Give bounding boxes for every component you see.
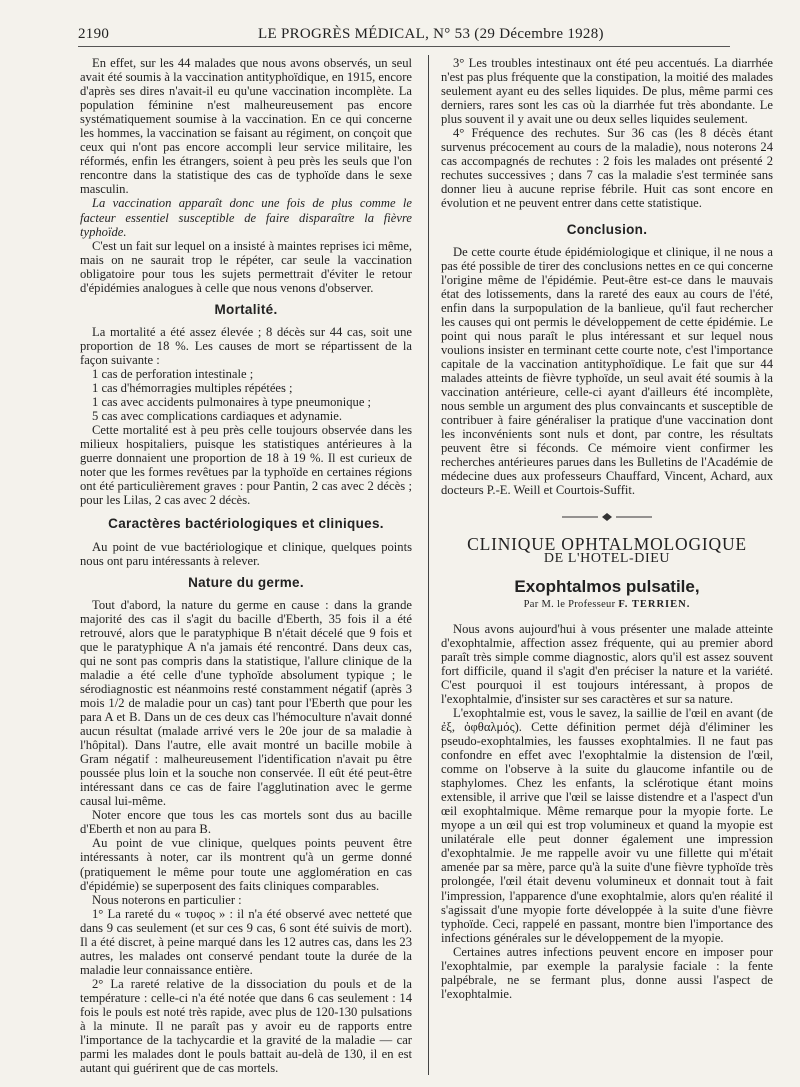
paragraph: L'exophtalmie est, vous le savez, la saillie de l'œil en avant (de ἐξ, ὀφθαλμός). Cette définition permet déjà d'éliminer les pseudo-exophtalmies, les fausses exophtalmies. Il ne faut pas confondre en effet avec l'exophtalmie la distension de l'œil, comme on l'observe à la suite du glaucome infantile ou de staphylomes. Chez les enfants, la sclérotique étant moins extensible, il arrive que l'œil se laisse distendre et a l'aspect d'un œil exophtalmique. Même remarque pour la myopie forte. Le myope a un œil qui est trop volumineux et quand la myopie est unilatérale elle peut donner également une impression d'exophtalmie. Je me rappelle avoir vu une fillette qui m'était amenée par sa mère, parce qu'à la suite d'une fièvre typhoïde très prolongée, l'œil était devenu volumineux et donnait tout à fait l'impression, l'apparence d'une exophtalmie, alors qu'en réalité il s'agissait d'une myopie forte développée à la suite d'une fièvre typhoïde. Ceci, rappelé en passant, montre bien l'importance des infections générales sur le développement de la myopie. <box>441 705 773 945</box>
right-column <box>441 56 773 1001</box>
paragraph: De cette courte étude épidémiologique et clinique, il ne nous a pas été possible de tirer des conclusions nettes en ce qui concerne l'origine même de l'épidémie. Peut-être est-ce dans le mauvais état des lotissements, dans la rareté des eaux au cours de l'été, enfin dans la surpopulation de la banlieue, qu'il faut rechercher les causes qui ont permis le développement de cette épidémie. Le point qui nous paraît le plus intéressant et sur lequel nous voulions insister en terminant cette courte note, c'est l'importance capitale de la vaccination antityphoïdique. Le fait que sur 44 malades atteints de fièvre typhoïde, un seul avait été soumis à la vaccination antérieure, celle-ci ayant d'ailleurs été incomplète, nous semble un argument des plus convaincants et susceptible de contribuer à faire généraliser la pratique d'une vaccination dont les inconvénients sont nuls et dont, par contre, les résultats peuvent être si féconds. Ce mémoire vient confirmer les recherches antérieures parues dans les Bulletins de l'Académie de médecine dues aux professeurs Chauffard, Vincent, Achard, aux docteurs P.-E. Weill et Courtois-Suffit. <box>441 244 773 498</box>
paragraph: Nous avons aujourd'hui à vous présenter une malade atteinte d'exophtalmie, affection assez fréquente, qui au premier abord paraît très simple comme diagnostic, alors qu'il est assez souvent fort difficile, quand il s'agit d'en préciser la nature et la variété. C'est pourquoi il est toujours intéressant, à propos de l'exophtalmie, d'insister sur ses caractères et sur sa nature. <box>441 621 773 706</box>
paragraph: Noter encore que tous les cas mortels sont dus au bacille d'Eberth et non au para B. <box>80 808 412 837</box>
journal-title: LE PROGRÈS MÉDICAL, N° 53 (29 Décembre 1928) <box>258 26 604 42</box>
paragraph: 1° La rareté du « τυφος » : il n'a été observé avec netteté que dans 9 cas seulement (et sur ces 9 cas, 6 sont été suivis de mort). Il a été discret, à peine marqué dans les 12 autres cas, dans les 23 autres, les malades ont conservé pendant toute la durée de la maladie leur connaissance entière. <box>80 906 412 977</box>
paragraph: Au point de vue clinique, quelques points peuvent être intéressants à noter, car ils montrent qu'à un germe donné (pratiquement le même pour toute une agglomération en cas d'épidémie) se superposent des faits cliniques comparables. <box>80 836 412 893</box>
section-heading: Conclusion. <box>566 221 648 237</box>
paragraph: Tout d'abord, la nature du germe en cause : dans la grande majorité des cas il s'agit du bacille d'Eberth, 35 fois il a été retrouvé, alors que le paratyphique B n'était décelé que 9 fois et que le paratyphique A n'a jamais été rencontré. Dans deux cas, qui ne sont pas compris dans la statistique, l'allure clinique de la maladie a été celle d'une typhoïde absolument typique ; le sérodiagnostic est néanmoins resté constamment négatif (après 3 mois 1/2 de maladie pour un cas) tant pour l'Eberth que pour les para A et B. Dans un de ces deux cas l'hémoculture n'avait donné aucun résultat (malade arrivé vers le 20e jour de sa maladie à l'hôpital). Dans l'autre, elle avait montré un bacille mobile à Gram négatif : malheureusement l'identification n'avait pu être poussée plus loin et la souche non conservée. Il eût été peut-être intéressant dans ce cas de faire l'agglutination avec le germe causal lui-même. <box>80 597 412 809</box>
section-heading: Caractères bactériologiques et cliniques. <box>108 516 384 532</box>
byline-author: F. TERRIEN. <box>618 598 691 610</box>
paragraph: La mortalité a été assez élevée ; 8 décès sur 44 cas, soit une proportion de 18 %. Les causes de mort se répartissent de la façon suivante : <box>80 324 412 367</box>
paragraph-italic <box>80 196 412 238</box>
list-item: 1 cas d'hémorragies multiples répétées ; <box>92 381 293 396</box>
paragraph: C'est un fait sur lequel on a insisté à maintes reprises ici même, mais on ne saurait trop le répéter, car seule la vaccination obligatoire pour tous les sujets permettrait d'éviter le retour d'épidémies analogues à celle que nous venons d'observer. <box>80 238 412 295</box>
section-heading: Nature du germe. <box>188 574 304 590</box>
running-header <box>78 26 728 46</box>
list-item: 5 cas avec complications cardiaques et adynamie. <box>92 409 343 424</box>
italic-text: La vaccination apparaît donc une fois de plus comme le facteur essentiel susceptible de faire disparaître la fièvre typhoïde. <box>80 196 412 239</box>
paragraph: 2° La rareté relative de la dissociation du pouls et de la température : celle-ci n'a été notée que dans 6 cas seulement : 14 fois le pouls est noté très rapide, avec plus de 120-130 pulsations à la minute. Il ne paraît pas y avoir eu de rapports entre l'importance de la tachycardie et la gravité de la maladie — car parmi les malades dont le pouls battait au-delà de 130, il en est autant qui guérirent que de cas mortels. <box>80 976 412 1076</box>
list-item: 1 cas avec accidents pulmonaires à type pneumonique ; <box>92 395 372 410</box>
paragraph: En effet, sur les 44 malades que nous avons observés, un seul avait été soumis à la vaccination antityphoïdique, en 1915, encore d'après ses dires n'avait-il eu qu'une vaccination incomplète. La population féminine n'est malheureusement pas encore systématiquement soumise à la vaccination. En ce qui concerne les hommes, la vaccination se faisant au régiment, on conçoit que ceux qui n'ont pas encore accompli leur service militaire, les réformés, enfin les étrangers, soient à peu près les seuls que l'on rencontre dans la statistique des cas de typhoïde dans le sexe masculin. <box>80 56 412 197</box>
paragraph: 3° Les troubles intestinaux ont été peu accentués. La diarrhée n'est pas plus fréquente que la constipation, la moitié des malades seulement ayant eu des selles liquides. De plus, même parmi ces derniers, rares sont les cas où la diarrhée fut très abondante. Le plus souvent il y avait une ou deux selles liquides seulement. <box>441 56 773 127</box>
paragraph: Cette mortalité est à peu près celle toujours observée dans les milieux hospitaliers, puisque les statistiques antérieures à la guerre donnaient une proportion de 18 à 19 %. Il est curieux de noter que les formes revêtues par la typhoïde en certaines régions ont été particulièrement graves : pour Pantin, 2 cas avec 2 décès ; pour les Lilas, 2 cas avec 2 décès. <box>80 423 412 508</box>
paragraph: Au point de vue bactériologique et clinique, quelques points nous ont paru intéressants à relever. <box>80 539 412 568</box>
article-title: Exophtalmos pulsatile, <box>514 576 700 596</box>
clinic-subtitle: DE L'HOTEL-DIEU <box>543 550 671 566</box>
paragraph: Certaines autres infections peuvent encore en imposer pour l'exophtalmie, par exemple la paralysie faciale : la fente palpébrale, ne se fermant plus, donne aussi l'aspect de l'exophtalmie. <box>441 944 773 1001</box>
paragraph: Nous noterons en particulier : <box>92 892 242 907</box>
paragraph: 4° Fréquence des rechutes. Sur 36 cas (les 8 décès étant survenus précocement au cours de la maladie), nous noterons 24 cas accompagnés de rechutes : 2 fois les malades ont présenté 2 rechutes successives ; dans 7 cas la maladie s'est terminée sans donner lieu à aucune reprise fébrile. Huit cas sont encore en évolution et ne peuvent entrer dans cette statistique. <box>441 126 773 211</box>
byline-prefix: Par M. le Professeur <box>523 598 616 610</box>
list-item: 1 cas de perforation intestinale ; <box>92 366 254 381</box>
byline <box>441 598 773 612</box>
ornament-icon <box>562 512 652 522</box>
header-rule <box>78 46 730 47</box>
left-column <box>80 56 412 1075</box>
page-number: 2190 <box>78 26 110 42</box>
ornament-divider <box>441 511 773 525</box>
clinic-title: CLINIQUE OPHTALMOLOGIQUE <box>467 534 747 555</box>
column-divider <box>428 55 429 1075</box>
section-heading: Mortalité. <box>214 301 278 317</box>
